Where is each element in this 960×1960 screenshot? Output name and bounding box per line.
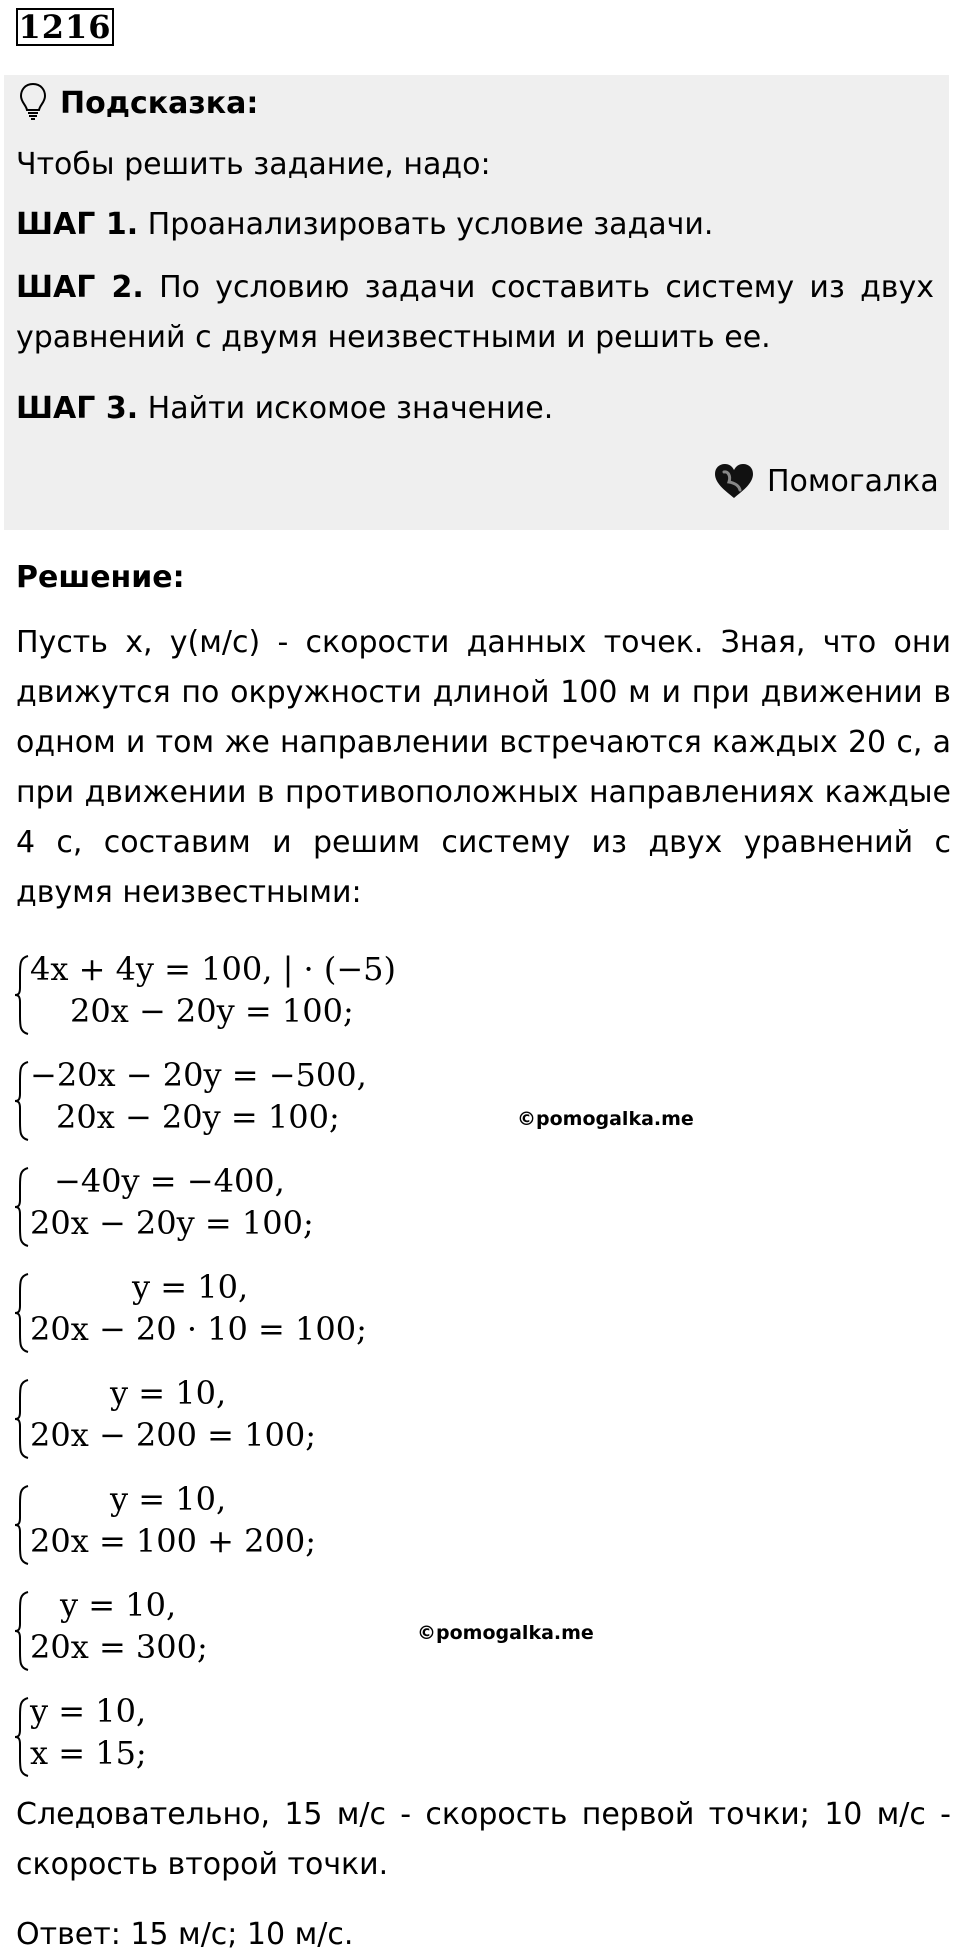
equation-system-3 <box>14 1160 434 1250</box>
equation-line: 20x = 100 + 200; <box>30 1522 317 1560</box>
equation-system-4 <box>14 1266 434 1356</box>
equation-line: 20x − 20y = 100; <box>30 1204 314 1242</box>
step-2-text: По условию задачи составить систему из двух уравнений с двумя неизвестными и решить ее. <box>16 270 934 355</box>
equation-line: y = 10, <box>110 1480 227 1518</box>
brand-label: Помогалка <box>767 464 939 499</box>
task-number: 1216 <box>16 8 114 46</box>
hint-step-3 <box>16 384 553 434</box>
equation-system-8 <box>14 1690 434 1780</box>
equation-line: y = 10, <box>60 1586 177 1624</box>
brace <box>14 1696 30 1778</box>
equation-line: 20x − 20y = 100; <box>70 992 354 1030</box>
heart-icon <box>713 462 755 500</box>
equation-line: y = 10, <box>30 1692 147 1730</box>
equation-system-1 <box>14 948 434 1038</box>
step-3-text: Найти искомое значение. <box>147 391 554 426</box>
equation-system-5 <box>14 1372 434 1462</box>
equation-line: 20x − 200 = 100; <box>30 1416 317 1454</box>
brace <box>14 1590 30 1672</box>
hint-title: Подсказка: <box>60 86 259 121</box>
lightbulb-icon <box>18 82 48 122</box>
equation-line: 20x = 300; <box>30 1628 208 1666</box>
brace <box>14 1484 30 1566</box>
watermark: ©pomogalka.me <box>417 1622 594 1644</box>
equation-line: 20x − 20 · 10 = 100; <box>30 1310 367 1348</box>
equation-system-7 <box>14 1584 434 1674</box>
step-3-label: ШАГ 3. <box>16 391 139 426</box>
hint-step-1 <box>16 200 713 250</box>
brace <box>14 954 30 1036</box>
solution-intro: Пусть x, y(м/с) - скорости данных точек. Зная, что они движутся по окружности длиной 100 м и при движении в одном и том же направлении встречаются каждых 20 с, а при движении в противоположных направлениях каждые 4 с, составим и решим систему из двух уравнений с двумя неизвестными: <box>16 625 951 910</box>
hint-intro: Чтобы решить задание, надо: <box>16 147 491 182</box>
equation-line: 4x + 4y = 100, | · (−5) <box>30 950 397 988</box>
brace <box>14 1378 30 1460</box>
hint-step-2 <box>16 263 934 363</box>
brace <box>14 1060 30 1142</box>
solution-answer: Ответ: 15 м/с; 10 м/с. <box>16 1917 354 1952</box>
equation-line: y = 10, <box>132 1268 249 1306</box>
step-1-label: ШАГ 1. <box>16 207 139 242</box>
brace <box>14 1166 30 1248</box>
equation-system-6 <box>14 1478 434 1568</box>
equation-line: −20x − 20y = −500, <box>30 1056 367 1094</box>
equation-line: x = 15; <box>30 1734 147 1772</box>
step-1-text: Проанализировать условие задачи. <box>147 207 714 242</box>
brace <box>14 1272 30 1354</box>
equation-line: −40y = −400, <box>54 1162 285 1200</box>
step-2-label: ШАГ 2. <box>16 270 144 305</box>
solution-heading: Решение: <box>16 560 185 595</box>
equation-system-2 <box>14 1054 434 1144</box>
equation-line: y = 10, <box>110 1374 227 1412</box>
watermark: ©pomogalka.me <box>517 1108 694 1130</box>
equation-line: 20x − 20y = 100; <box>56 1098 340 1136</box>
solution-conclusion: Следовательно, 15 м/с - скорость первой точки; 10 м/с - скорость второй точки. <box>16 1797 951 1882</box>
